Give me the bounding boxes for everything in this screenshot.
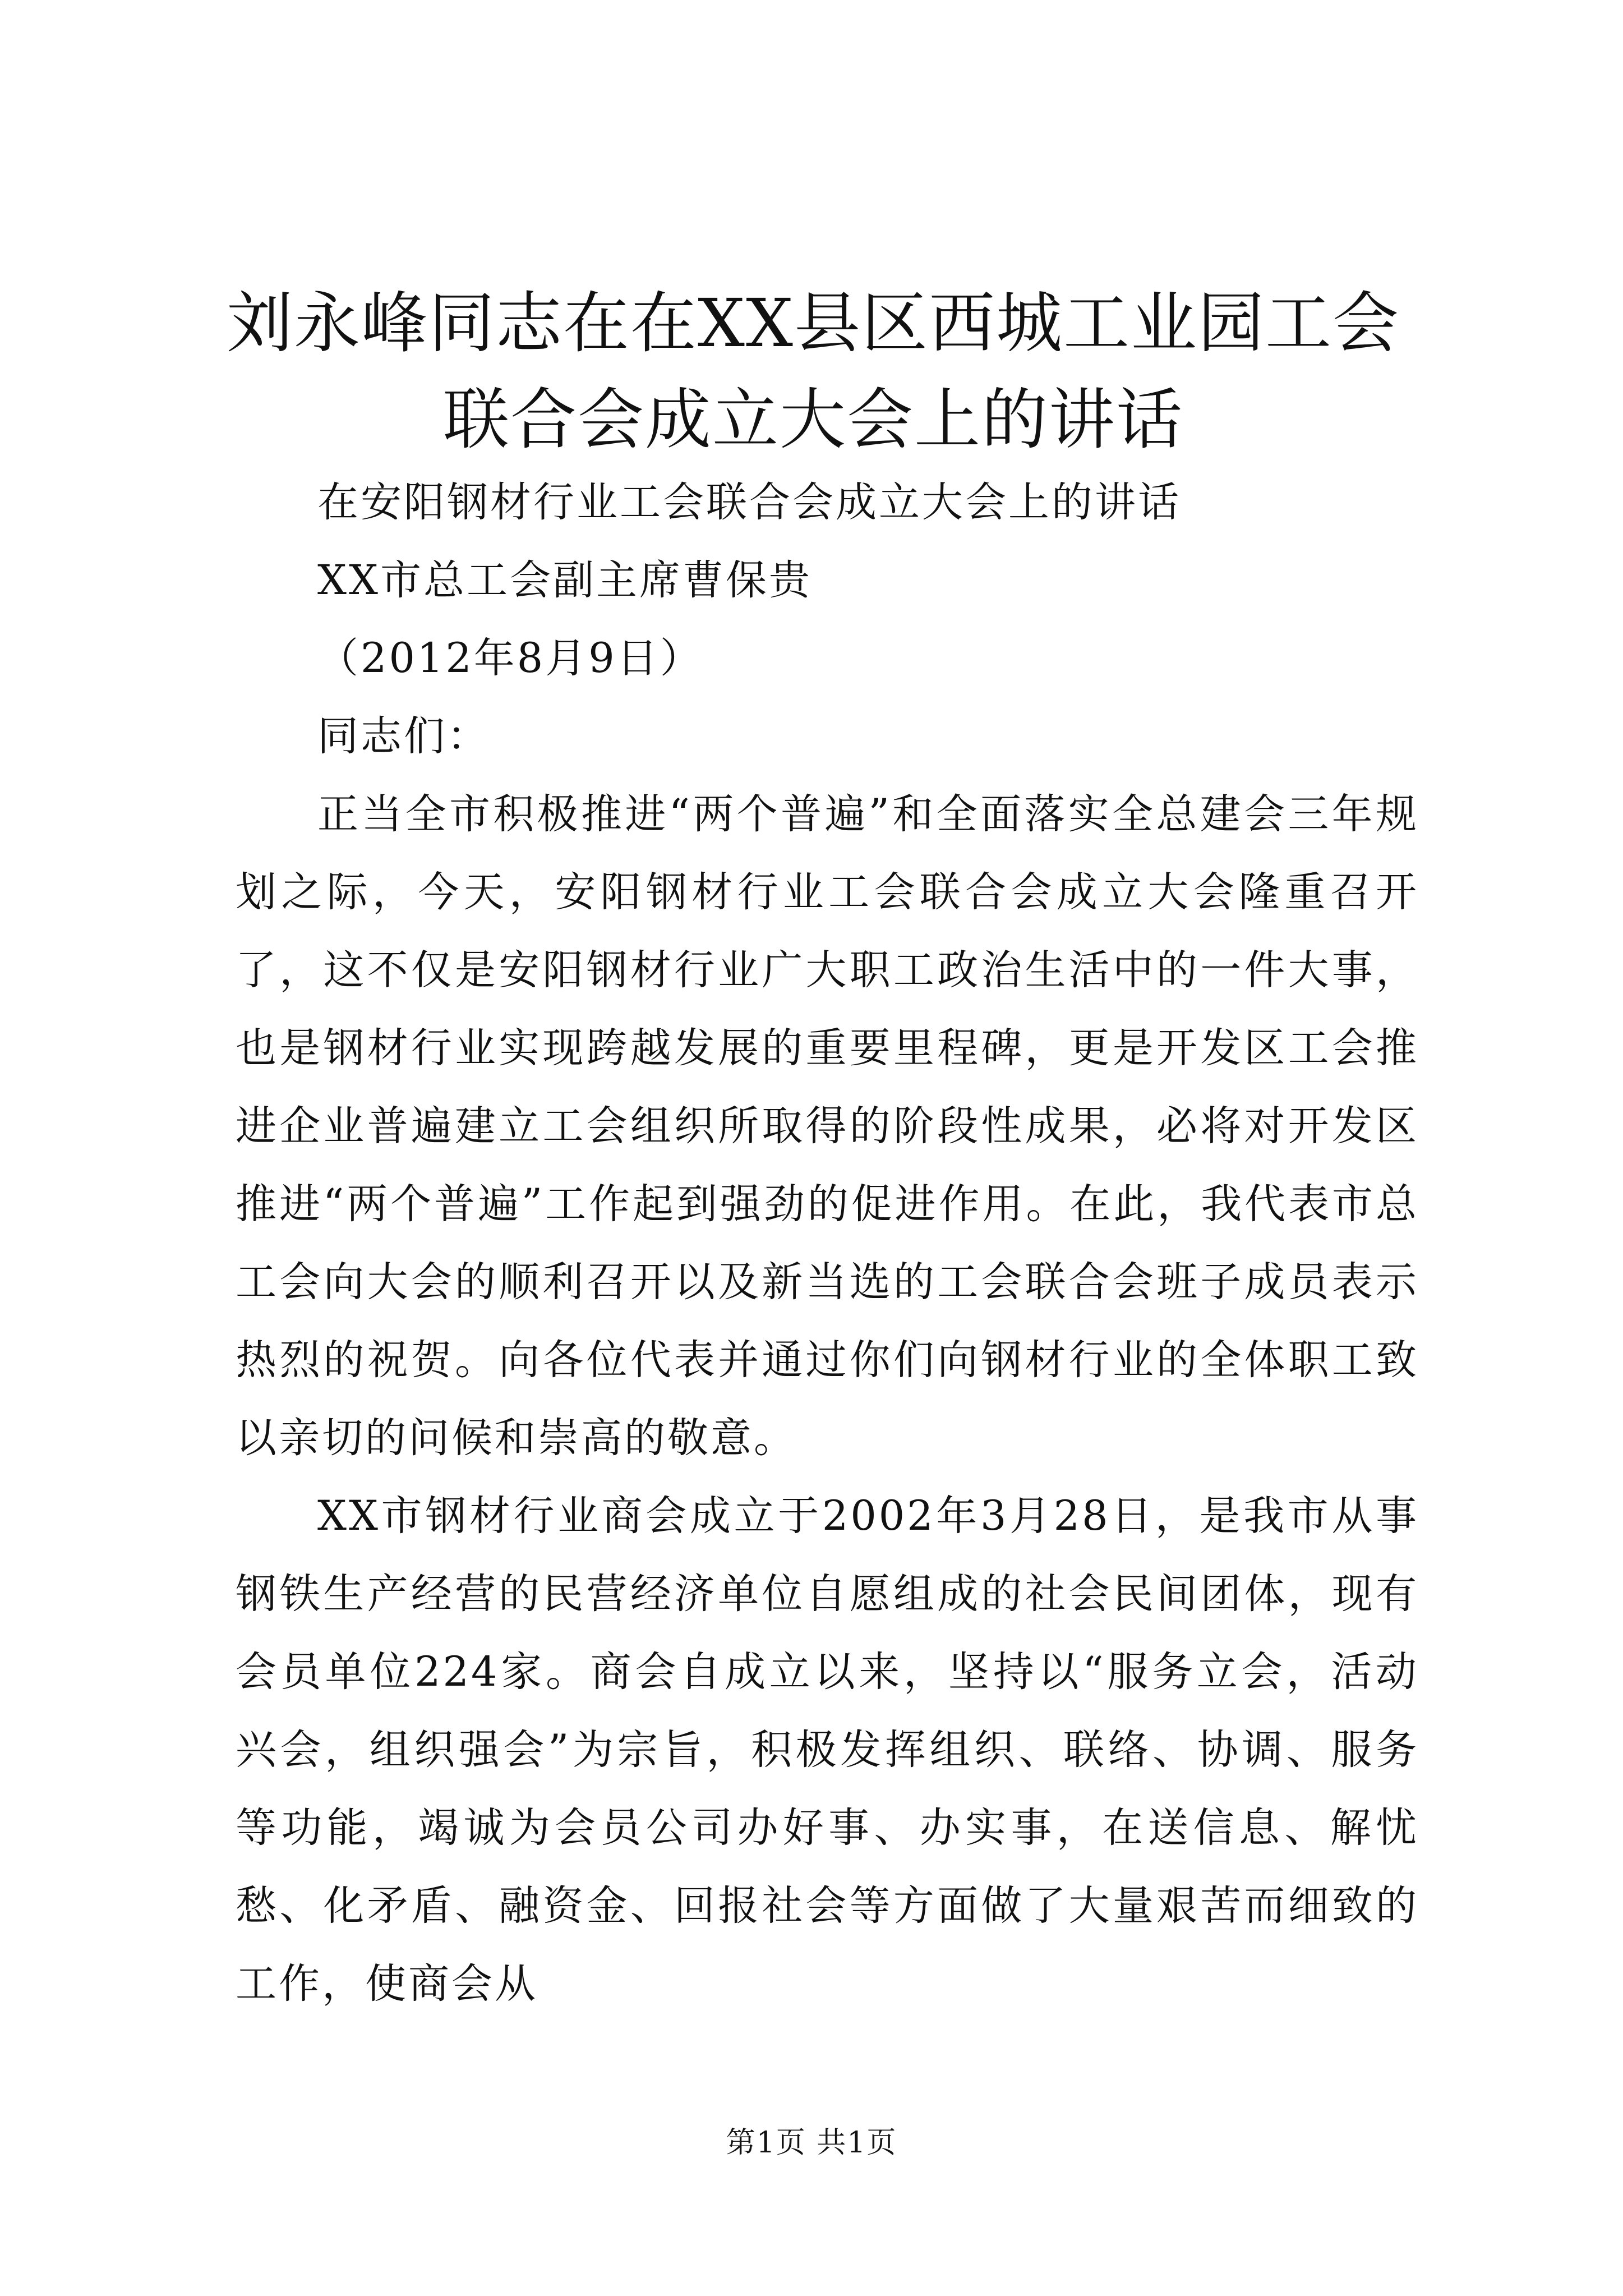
subtitle-line: 在安阳钢材行业工会联合会成立大会上的讲话: [317, 478, 1181, 526]
document-title: 刘永峰同志在在XX县区西城工业园工会联合会成立大会上的讲话: [226, 284, 1400, 458]
salutation-line: 同志们：: [317, 712, 490, 760]
document-body: [236, 463, 1419, 2023]
page-footer: 第1页 共1页: [726, 2126, 897, 2160]
paragraph-1: 正当全市积极推进“两个普遍”和全面落实全总建会三年规划之际，今天，安阳钢材行业工会联合会成立大会隆重召开了，这不仅是安阳钢材行业广大职工政治生活中的一件大事，也是钢材行业实现跨越发展的重要里程碑，更是开发区工会推进企业普遍建立工会组织所取得的阶段性成果，必将对开发区推进“两个普遍”工作起到强劲的促进作用。在此，我代表市总工会向大会的顺利召开以及新当选的工会联合会班子成员表示热烈的祝贺。向各位代表并通过你们向钢材行业的全体职工致以亲切的问候和崇高的敬意。: [236, 790, 1419, 1462]
speaker-line: XX市总工会副主席曹保贵: [317, 556, 812, 604]
date-line: （2012年8月9日）: [317, 634, 703, 682]
paragraph-2: XX市钢材行业商会成立于2002年3月28日，是我市从事钢铁生产经营的民营经济单位自愿组成的社会民间团体，现有会员单位224家。商会自成立以来，坚持以“服务立会，活动兴会，组织强会”为宗旨，积极发挥组织、联络、协调、服务等功能，竭诚为会员公司办好事、办实事，在送信息、解忧愁、化矛盾、融资金、回报社会等方面做了大量艰苦而细致的工作，使商会从: [236, 1492, 1419, 2008]
